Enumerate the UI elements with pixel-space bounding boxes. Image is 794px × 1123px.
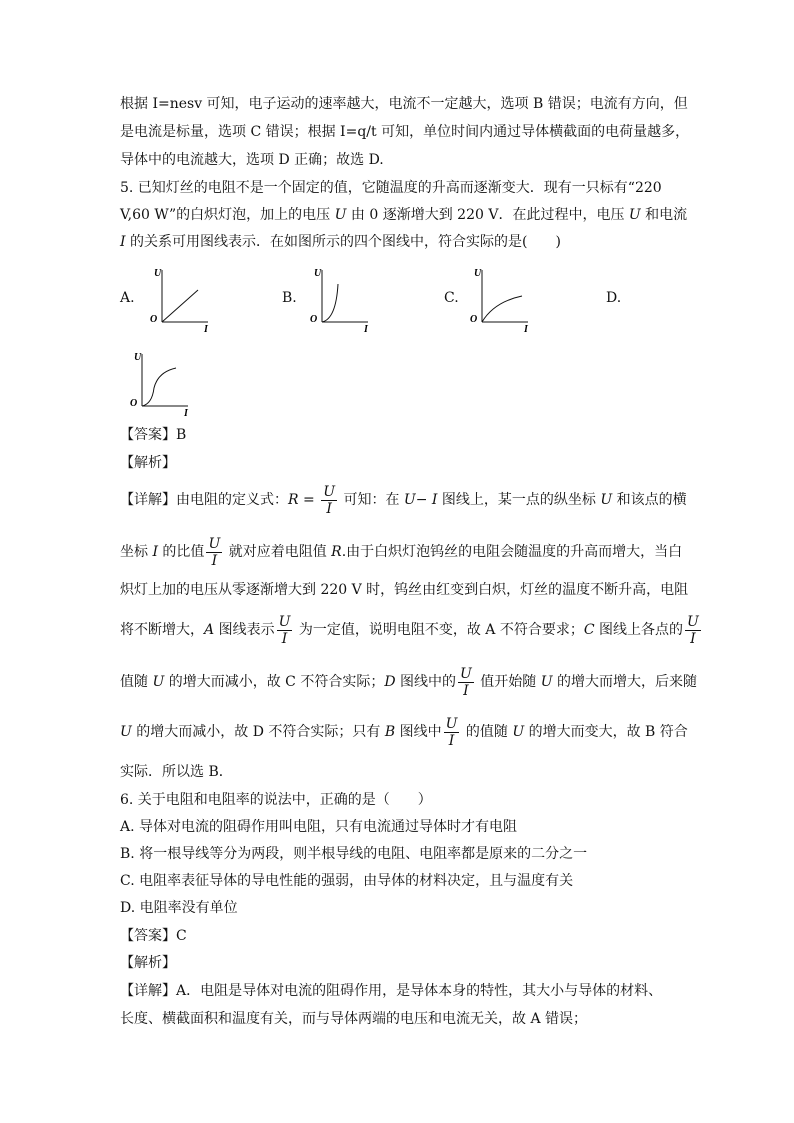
q5-analysis: 【解析】	[120, 455, 176, 471]
detail-text: 的增大而减小，故 D 不符合实际；只有	[131, 724, 385, 740]
q6-detail-line-1: 【详解】A．电阻是导体对电流的阻碍作用，是导体本身的特性，其大小与导体的材料、	[120, 983, 663, 999]
svg-text:O: O	[150, 314, 158, 325]
option-a-label: A.	[120, 290, 135, 306]
svg-text:U: U	[474, 268, 482, 279]
svg-text:O: O	[310, 314, 318, 325]
q6-option-d: D. 电阻率没有单位	[120, 900, 238, 916]
prev-text-line-3: 导体中的电流越大，选项 D 正确；故选 D.	[120, 152, 384, 168]
var-b: B	[384, 724, 396, 740]
fraction-u-over-i: $\frac{U}{I}$	[208, 535, 221, 569]
q5-text: 和电流	[640, 207, 688, 223]
fraction-u-over-i: $\frac{U}{I}$	[278, 613, 291, 647]
var-ui: U− I	[403, 492, 438, 508]
detail-text: 【详解】由电阻的定义式：	[120, 492, 288, 508]
svg-text:U: U	[134, 352, 142, 363]
fraction-u-over-i: $\frac{U}{I}$	[460, 665, 472, 699]
q6-answer: 【答案】C	[120, 928, 187, 944]
var-d: D	[384, 674, 396, 690]
var-u: U	[540, 674, 553, 690]
q5-stem-line-2	[120, 205, 687, 225]
var-a: A	[204, 622, 215, 638]
svg-text:O: O	[470, 314, 478, 325]
detail-text: 图线上，某一点的纵坐标	[437, 492, 601, 508]
prev-text-line-2: 是电流是标量，选项 C 错误；根据 I=q/t 可知，单位时间内通过导体横截面的电荷量越多，	[120, 124, 690, 140]
detail-text: 就对应着电阻值	[224, 544, 332, 560]
q5-detail-line-2	[120, 532, 682, 572]
detail-text: 的增大而减小，故 C 不符合实际；	[164, 674, 385, 690]
svg-text:U: U	[154, 268, 162, 279]
detail-text: 的值随	[461, 724, 513, 740]
detail-text: 坐标	[120, 544, 153, 560]
var-r: R	[331, 544, 342, 560]
graph-c-curve	[482, 296, 522, 322]
prev-text-line-1: 根据 I=nesv 可知，电子运动的速率越大，电流不一定越大，选项 B 错误；电流有方向，但	[120, 96, 688, 112]
graph-d	[126, 348, 196, 418]
svg-text:I: I	[524, 324, 528, 334]
q5-detail-line-7: 实际．所以选 B．	[120, 764, 233, 780]
q5-stem-line-1: 5. 已知灯丝的电阻不是一个固定的值，它随温度的升高而逐渐变大．现有一只标有“220	[120, 180, 662, 196]
svg-text:O: O	[130, 398, 138, 409]
var-i: I	[120, 234, 126, 250]
q6-option-a: A. 导体对电流的阻碍作用叫电阻，只有电流通过导体时才有电阻	[120, 819, 518, 835]
q5-detail-line-6	[120, 712, 688, 752]
svg-text:I: I	[204, 324, 208, 334]
detail-text: .由于白炽灯泡钨丝的电阻会随温度的升高而增大，当白	[341, 544, 683, 560]
graph-c	[466, 264, 536, 334]
detail-text: 图线中的	[395, 674, 457, 690]
graph-b	[306, 264, 376, 334]
detail-text: 和该点的横	[612, 492, 687, 508]
detail-text: 可知：在	[339, 492, 404, 508]
equals-sign: =	[298, 492, 320, 508]
svg-text:I: I	[364, 324, 368, 334]
var-u: U	[600, 492, 613, 508]
var-u: U	[512, 724, 525, 740]
svg-text:I: I	[184, 408, 188, 418]
q5-detail-line-5	[120, 662, 697, 702]
q6-option-b: B. 将一根导线等分为两段，则半根导线的电阻、电阻率都是原来的二分之一	[120, 846, 588, 862]
detail-text: 为一定值，说明电阻不变，故 A 不符合要求；	[294, 622, 584, 638]
svg-text:U: U	[314, 268, 322, 279]
q5-answer: 【答案】B	[120, 427, 187, 443]
var-u: U	[120, 724, 132, 740]
var-u: U	[152, 674, 165, 690]
option-d-label: D.	[606, 290, 622, 306]
q5-detail-line-3: 炽灯上加的电压从零逐渐增大到 220 V 时，钨丝由红变到白炽，灯丝的温度不断升高，电阻	[120, 582, 689, 598]
q5-text: 由 0 逐渐增大到 220 V．在此过程中，电压	[346, 207, 629, 223]
fraction-u-over-i: $\frac{U}{I}$	[445, 715, 458, 749]
detail-text: 将不断增大，	[120, 622, 204, 638]
q5-detail-line-4	[120, 610, 703, 650]
var-i: I	[152, 544, 158, 560]
q5-detail-line-1	[120, 480, 687, 520]
detail-text: 的增大而变大，故 B 符合	[524, 724, 688, 740]
graph-a	[146, 264, 216, 334]
var-u: U	[334, 207, 347, 223]
q6-detail-line-2: 长度、横截面积和温度有关，而与导体两端的电压和电流无关，故 A 错误；	[120, 1011, 588, 1027]
detail-text: 的增大而增大，后来随	[552, 674, 697, 690]
detail-text: 值随	[120, 674, 153, 690]
q6-analysis: 【解析】	[120, 955, 176, 971]
graph-b-curve	[322, 284, 338, 322]
detail-text: 图线表示	[214, 622, 275, 638]
fraction-u-over-i: $\frac{U}{I}$	[323, 483, 335, 517]
detail-text: 图线中	[395, 724, 442, 740]
detail-text: 的比值	[157, 544, 205, 560]
var-u: U	[628, 207, 641, 223]
q6-stem: 6. 关于电阻和电阻率的说法中，正确的是（ ）	[120, 792, 432, 808]
q5-text: V,60 W”的白炽灯泡，加上的电压	[120, 207, 335, 223]
option-b-label: B.	[282, 290, 297, 306]
q5-stem-line-3	[120, 232, 561, 252]
detail-text: 值开始随	[475, 674, 541, 690]
var-r: R	[288, 492, 299, 508]
var-c: C	[583, 622, 595, 638]
detail-text: 图线上各点的	[594, 622, 684, 638]
graph-a-curve	[162, 290, 198, 322]
graph-d-curve	[142, 368, 176, 406]
q6-option-c: C. 电阻率表征导体的导电性能的强弱，由导体的材料决定，且与温度有关	[120, 873, 574, 889]
q5-text: 的关系可用图线表示．在如图所示的四个图线中，符合实际的是( )	[125, 234, 561, 250]
fraction-u-over-i: $\frac{U}{I}$	[687, 613, 699, 647]
option-c-label: C.	[444, 290, 459, 306]
